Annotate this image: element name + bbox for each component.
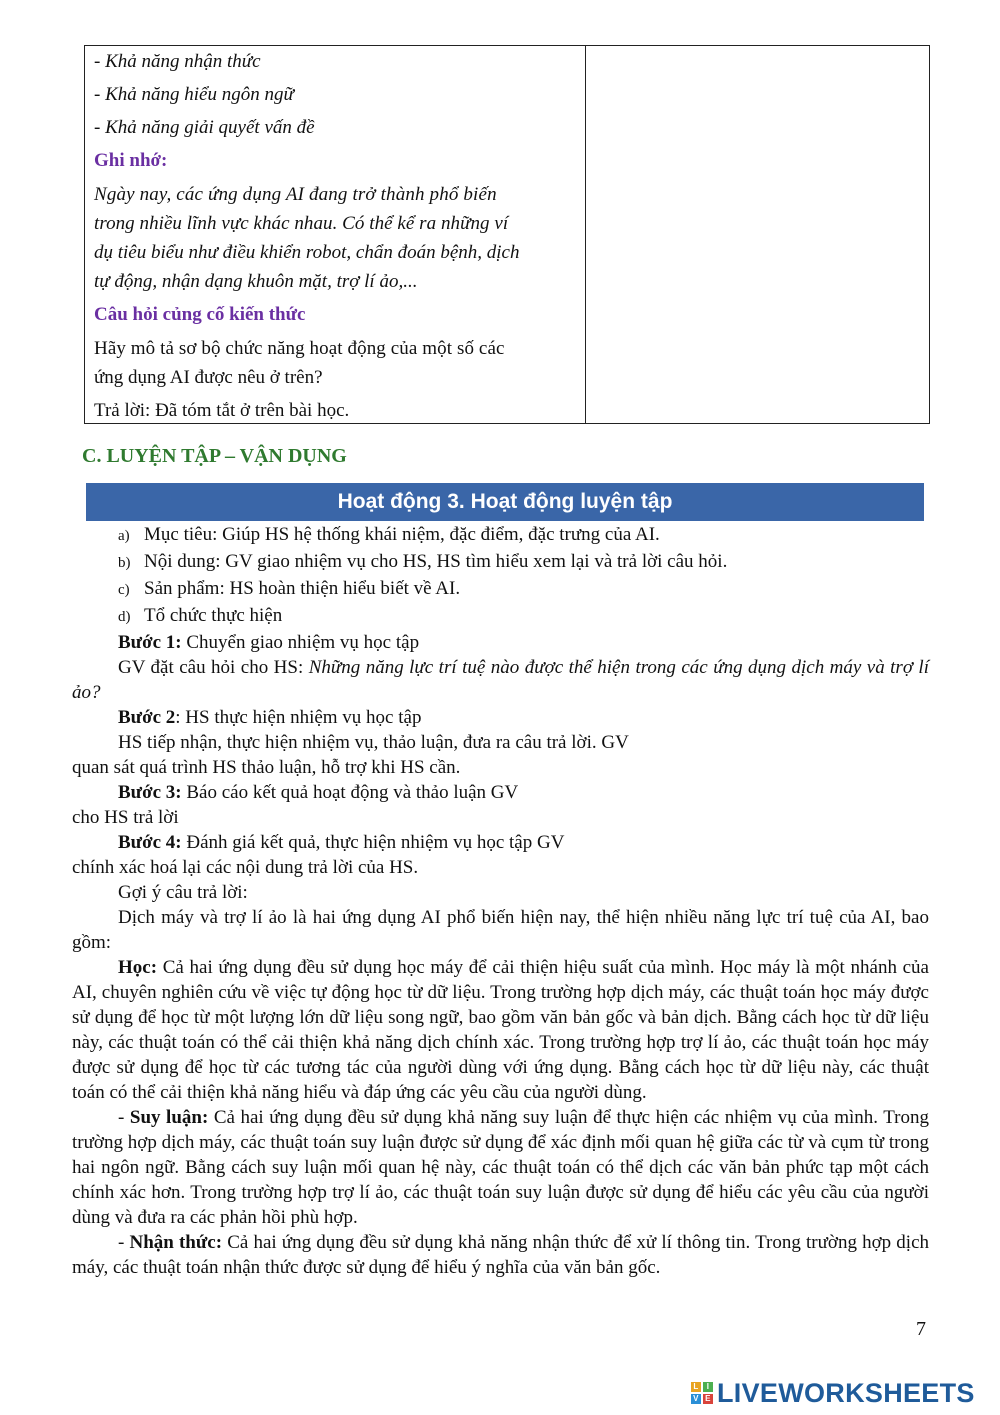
step-1-question <box>72 655 929 705</box>
suy-luan-label: Suy luận: <box>129 1107 209 1128</box>
ghi-nho-line: dụ tiêu biểu như điều khiển robot, chẩn đoán bệnh, dịch <box>94 242 520 263</box>
step-text: Báo cáo kết quả hoạt động và thảo luận GV <box>181 782 519 803</box>
tra-loi-line: Trả lời: Đã tóm tắt ở trên bài học. <box>94 400 350 421</box>
hoc-text: Cả hai ứng dụng đều sử dụng học máy để cải thiện hiệu suất của mình. Học máy là một nhánh của AI, chuyên nghiên cứu về việc tự động học từ dữ liệu. Trong trường hợp dịch máy, các thuật toán học máy được sử dụng để học từ một lượng lớn dữ liệu song ngữ, bao gồm văn bản gốc và bản dịch. Bằng cách học từ dữ liệu này, các thuật toán có thể cải thiện khả năng dịch chính xác. Trong trường hợp trợ lí ảo, các thuật toán học máy được sử dụng để học từ các tương tác của người dùng với ứng dụng. Bằng cách học từ dữ liệu này, các thuật toán có thể cải thiện khả năng hiểu và đáp ứng các yêu cầu của người dùng. <box>72 957 929 1103</box>
step-2-line: HS tiếp nhận, thực hiện nhiệm vụ, thảo luận, đưa ra câu trả lời. GV <box>118 732 629 753</box>
ghi-nho-line: Ngày nay, các ứng dụng AI đang trở thành phổ biến <box>94 184 497 205</box>
list-text: Sản phẩm: HS hoàn thiện hiểu biết về AI. <box>144 578 461 599</box>
liveworksheets-wordmark: LIVEWORKSHEETS <box>717 1377 975 1408</box>
list-item <box>72 576 929 603</box>
step-label: Bước 4: <box>118 832 182 853</box>
ghi-nho-paragraph <box>94 180 580 296</box>
step-text: Đánh giá kết quả, thực hiện nhiệm vụ học tập GV <box>181 832 565 853</box>
table-column-divider <box>585 46 586 423</box>
nhan-thuc-label: Nhận thức: <box>129 1232 223 1253</box>
nhan-thuc-paragraph <box>72 1230 929 1280</box>
cau-hoi-line: Hãy mô tả sơ bộ chức năng hoạt động của một số các <box>94 338 505 359</box>
step-2 <box>72 705 929 730</box>
nhan-thuc-text: Cả hai ứng dụng đều sử dụng khả năng nhận thức để xử lí thông tin. Trong trường hợp dịch máy, các thuật toán nhận thức được sử dụng để hiểu ý nghĩa của văn bản gốc. <box>72 1232 930 1278</box>
step-text: : HS thực hiện nhiệm vụ học tập <box>175 707 422 728</box>
list-item <box>72 603 929 630</box>
suy-luan-paragraph <box>72 1105 929 1230</box>
cau-hoi-heading: Câu hỏi củng cố kiến thức <box>94 304 306 325</box>
logo-tile: V <box>691 1394 701 1404</box>
ability-item: - Khả năng hiểu ngôn ngữ <box>94 84 294 105</box>
ghi-nho-line: trong nhiều lĩnh vực khác nhau. Có thể kể ra những ví <box>94 213 509 234</box>
liveworksheets-logo-icon <box>691 1382 713 1404</box>
step-3 <box>72 780 929 805</box>
activity-banner: Hoạt động 3. Hoạt động luyện tập <box>86 483 924 521</box>
step-2-line: quan sát quá trình HS thảo luận, hỗ trợ khi HS cần. <box>72 757 461 778</box>
list-marker: d) <box>118 609 131 625</box>
page-number: 7 <box>916 1318 926 1340</box>
list-text: Mục tiêu: Giúp HS hệ thống khái niệm, đặc điểm, đặc trưng của AI. <box>144 524 660 545</box>
content-table <box>84 45 930 424</box>
logo-tile: L <box>691 1382 701 1392</box>
list-item <box>72 549 929 576</box>
ability-item: - Khả năng nhận thức <box>94 51 261 72</box>
liveworksheets-logo[interactable] <box>691 1376 975 1410</box>
logo-tile: I <box>703 1382 713 1392</box>
step-label: Bước 1: <box>118 632 182 653</box>
table-left-cell <box>94 46 580 425</box>
list-marker: c) <box>118 582 130 598</box>
ghi-nho-heading: Ghi nhớ: <box>94 150 168 171</box>
list-marker: b) <box>118 555 131 571</box>
hoc-label: Học: <box>118 957 158 978</box>
step-question: Những năng lực trí tuệ nào được thể hiện trong các ứng dụng dịch máy và trợ lí ảo? <box>72 657 929 703</box>
ability-item: - Khả năng giải quyết vấn đề <box>94 117 315 138</box>
list-item <box>72 522 929 549</box>
step-3-line: cho HS trả lời <box>72 807 179 828</box>
suy-luan-text: Cả hai ứng dụng đều sử dụng khả năng suy luận để thực hiện các nhiệm vụ của mình. Trong trường hợp dịch máy, các thuật toán suy luận được sử dụng để xác định mối quan hệ giữa các từ và cụm từ trong hai ngôn ngữ. Bằng cách suy luận mối quan hệ này, các thuật toán có thể dịch các văn bản phức tạp một cách chính xác hơn. Trong trường hợp trợ lí ảo, các thuật toán suy luận được sử dụng để hiểu các yêu cầu của người dùng và đưa ra các phản hồi phù hợp. <box>72 1107 929 1228</box>
list-marker: a) <box>118 528 130 544</box>
step-4 <box>72 830 929 855</box>
goi-y-label: Gợi ý câu trả lời: <box>118 882 248 903</box>
list-text: Tổ chức thực hiện <box>144 605 283 626</box>
step-4-line: chính xác hoá lại các nội dung trả lời của HS. <box>72 857 419 878</box>
intro-paragraph: Dịch máy và trợ lí ảo là hai ứng dụng AI phổ biến hiện nay, thể hiện nhiều năng lực trí tuệ của AI, bao gồm: <box>72 907 929 953</box>
cau-hoi-line: ứng dụng AI được nêu ở trên? <box>94 367 323 388</box>
cau-hoi-paragraph <box>94 334 580 392</box>
step-label: Bước 2 <box>118 707 176 728</box>
activity-body <box>72 522 929 1280</box>
dash-prefix: - <box>118 1232 130 1253</box>
dash-prefix: - <box>118 1107 130 1128</box>
section-heading: C. LUYỆN TẬP – VẬN DỤNG <box>82 445 347 467</box>
ghi-nho-line: tự động, nhận dạng khuôn mặt, trợ lí ảo,... <box>94 271 418 292</box>
logo-tile: E <box>703 1394 713 1404</box>
hoc-paragraph <box>72 955 929 1105</box>
step-label: Bước 3: <box>118 782 182 803</box>
step-text: Chuyển giao nhiệm vụ học tập <box>181 632 420 653</box>
list-text: Nội dung: GV giao nhiệm vụ cho HS, HS tìm hiểu xem lại và trả lời câu hỏi. <box>144 551 728 572</box>
step-1 <box>72 630 929 655</box>
step-text: GV đặt câu hỏi cho HS: <box>118 657 309 678</box>
